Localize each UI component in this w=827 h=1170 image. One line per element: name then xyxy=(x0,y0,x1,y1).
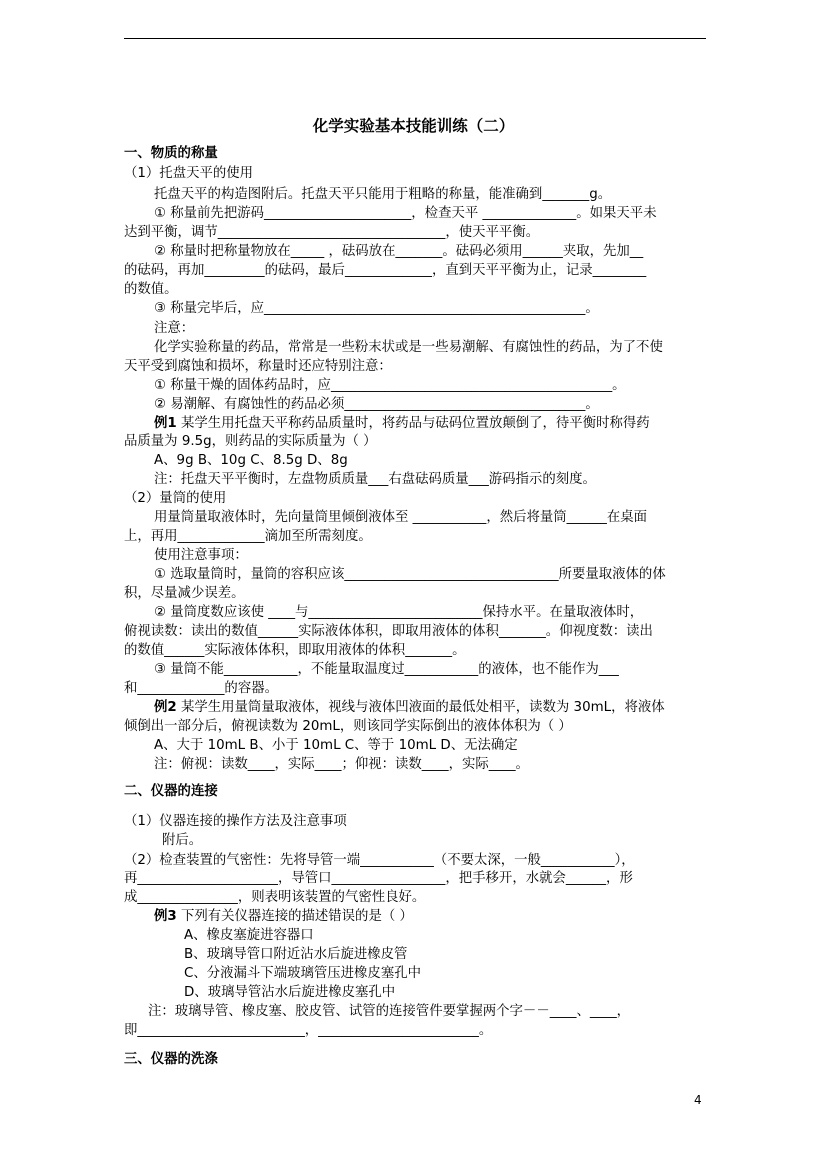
text-line: A、大于 10mL B、小于 10mL C、等于 10mL D、无法确定 xyxy=(154,738,518,753)
text-line: D、玻璃导管沾水后旋进橡皮塞孔中 xyxy=(184,985,396,1000)
text-line: 用量筒量取液体时，先向量筒里倾倒液体至 ___________，然后将量筒______在桌面 xyxy=(154,510,648,525)
text-line: ③ 称量完毕后，应________________________________________________。 xyxy=(154,301,599,316)
text-line: 注：俯视：读数____，实际____；仰视：读数____，实际____。 xyxy=(154,757,529,772)
text-line: ③ 量筒不能___________，不能量取温度过___________的液体，也不能作为___ xyxy=(154,662,619,677)
text-line: （1）仪器连接的操作方法及注意事项 xyxy=(124,814,347,829)
section-heading: 一、物质的称量 xyxy=(124,146,218,161)
text-line: 即_________________________，________________________。 xyxy=(124,1023,493,1038)
section-heading: 三、仪器的洗涤 xyxy=(124,1052,218,1067)
text-line: 附后。 xyxy=(162,833,203,848)
text-line: A、橡皮塞旋进容器口 xyxy=(184,928,314,943)
text-line: 托盘天平的构造图附后。托盘天平只能用于粗略的称量，能准确到_______g。 xyxy=(154,187,612,202)
text-line: 品质量为 9.5g，则药品的实际质量为（ ） xyxy=(124,434,377,449)
example-label: 例2 xyxy=(154,700,177,715)
text-line: 的数值。 xyxy=(124,282,178,297)
text-line: 倾倒出一部分后，俯视读数为 20mL，则该同学实际倒出的液体体积为（ ） xyxy=(124,719,572,734)
text-line: 积，尽量减少误差。 xyxy=(124,586,245,601)
text-line: 例2 某学生用量筒量取液体，视线与液体凹液面的最低处相平，读数为 30mL，将液体 xyxy=(154,700,665,715)
text-line: 上，再用_____________滴加至所需刻度。 xyxy=(124,529,372,544)
text-line: 例1 某学生用托盘天平称药品质量时，将药品与砝码位置放颠倒了，待平衡时称得药 xyxy=(154,416,650,431)
example-label: 例3 xyxy=(154,909,177,924)
text-line: 成_______________，则表明该装置的气密性良好。 xyxy=(124,890,426,905)
text-line: ① 称量前先把游码______________________，检查天平 ______________。如果天平未 xyxy=(154,206,657,221)
example-label: 例1 xyxy=(154,416,177,431)
text-line: 的数值______实际液体体积，即取用液体的体积_______。 xyxy=(124,643,466,658)
text-line: 的砝码，再加_________的砝码，最后_____________，直到天平平衡为止，记录________ xyxy=(124,263,647,278)
section-heading: 二、仪器的连接 xyxy=(124,784,218,799)
text-line: 再_____________________，导管口_________________，把手移开，水就会______，形 xyxy=(124,871,633,886)
text-line: 和_____________的容器。 xyxy=(124,681,278,696)
text-line: ② 易潮解、有腐蚀性的药品必须____________________________________。 xyxy=(154,397,599,412)
text-line: A、9g B、10g C、8.5g D、8g xyxy=(154,453,348,468)
text-line: 使用注意事项： xyxy=(154,548,248,563)
text-line: 注：玻璃导管、橡皮塞、胶皮管、试管的连接管件要掌握两个字－－____、____， xyxy=(148,1004,631,1019)
text-line: 俯视读数：读出的数值______实际液体体积，即取用液体的体积_______。仰视度数：读出 xyxy=(124,624,653,639)
text-line: 注：托盘天平平衡时，左盘物质质量___右盘砝码质量___游码指示的刻度。 xyxy=(154,472,596,487)
text-line: ② 量筒度数应该使 ____与__________________________保持水平。在量取液体时， xyxy=(154,605,644,620)
text-line: ① 称量干燥的固体药品时，应__________________________________________。 xyxy=(154,378,626,393)
text-line: 化学实验称量的药品，常常是一些粉末状或是一些易潮解、有腐蚀性的药品，为了不使 xyxy=(154,340,663,355)
text-line: （1）托盘天平的使用 xyxy=(124,166,254,181)
text-line: C、分液漏斗下端玻璃管压进橡皮塞孔中 xyxy=(184,966,421,981)
text-line: 天平受到腐蚀和损坏，称量时还应特别注意： xyxy=(124,359,392,374)
text-line: 例3 下列有关仪器连接的描述错误的是（ ） xyxy=(154,909,413,924)
text-line: 注意： xyxy=(154,321,195,336)
header-rule xyxy=(124,38,706,39)
text-line: （2）量筒的使用 xyxy=(124,491,227,506)
page-number: 4 xyxy=(694,1093,702,1107)
text-line: ① 选取量筒时，量筒的容积应该________________________________所要量取液体的体 xyxy=(154,567,666,582)
text-line: 达到平衡，调节__________________________________，使天平平衡。 xyxy=(124,225,540,240)
text-line: B、玻璃导管口附近沾水后旋进橡皮管 xyxy=(184,947,408,962)
text-line: ② 称量时把称量物放在_____ ，砝码放在_______。砝码必须用______夹取，先加__ xyxy=(154,244,644,259)
text-line: （2）检查装置的气密性：先将导管一端___________（不要太深，一般___________）， xyxy=(124,853,635,868)
page-title: 化学实验基本技能训练（二） xyxy=(312,117,515,135)
